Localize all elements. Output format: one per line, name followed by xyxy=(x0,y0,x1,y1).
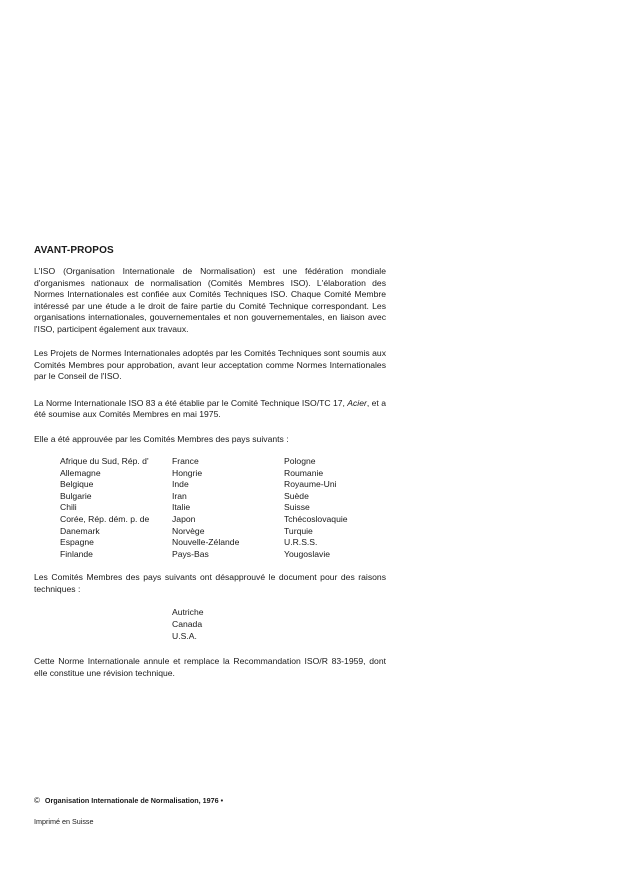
replacement-paragraph: Cette Norme Internationale annule et remplace la Recommandation ISO/R 83-1959, dont elle constitue une révision technique. xyxy=(34,656,386,678)
country-item: U.S.A. xyxy=(172,630,197,641)
country-item: Espagne xyxy=(60,537,94,548)
copyright-symbol: © xyxy=(34,796,40,805)
disapproving-countries-list xyxy=(172,607,386,642)
country-item: Chili xyxy=(60,502,77,513)
origin-text-end: , et a été soumise aux Comités Membres en mai 1975. xyxy=(34,397,386,419)
country-item: Bulgarie xyxy=(60,490,92,501)
country-item: Pays-Bas xyxy=(172,548,209,559)
country-item: France xyxy=(172,456,199,466)
country-item: Allemagne xyxy=(60,467,101,478)
origin-text-start: La Norme Internationale ISO 83 a été établie par le Comité Technique ISO/TC 17, xyxy=(34,397,348,408)
printed-in-text: Imprimé en Suisse xyxy=(34,817,94,826)
standard-origin-paragraph xyxy=(34,398,386,421)
country-item: Norvège xyxy=(172,525,205,536)
country-item: Tchécoslovaquie xyxy=(284,513,348,524)
country-item: Turquie xyxy=(284,525,313,536)
foreword-section xyxy=(34,245,386,679)
copyright-text: Organisation Internationale de Normalisation, 1976 • xyxy=(44,796,224,805)
approving-countries-col-3 xyxy=(284,456,394,560)
approving-countries-list xyxy=(60,456,386,560)
country-item: U.R.S.S. xyxy=(284,537,318,548)
copyright-line xyxy=(34,796,334,805)
country-item: Suède xyxy=(284,490,309,501)
approval-intro-paragraph: Elle a été approuvée par les Comités Membres des pays suivants : xyxy=(34,433,289,444)
country-item: Yougoslavie xyxy=(284,548,331,559)
country-item: Finlande xyxy=(60,548,93,559)
country-item: Hongrie xyxy=(172,467,203,478)
country-item: Autriche xyxy=(172,607,204,618)
foreword-heading: AVANT-PROPOS xyxy=(34,245,114,256)
approving-countries-col-2 xyxy=(172,456,284,560)
country-item: Belgique xyxy=(60,479,94,490)
country-item: Canada xyxy=(172,618,203,629)
country-item: Roumanie xyxy=(284,467,324,478)
approving-countries-col-1 xyxy=(60,456,172,560)
committee-name-italic: Acier xyxy=(347,397,367,408)
iso-intro-paragraph: L'ISO (Organisation Internationale de Normalisation) est une fédération mondiale d'organismes nationaux de normalisation (Comités Membres ISO). L'élaboration des Normes Internationales est confiée aux Comités Techniques ISO. Chaque Comité Membre intéressé par une étude a le droit de faire partie du Comité Technique correspondant. Les organisations internationales, gouvernementales et non gouvernementales, en liaison avec l'ISO, participent également aux travaux. xyxy=(34,266,386,334)
country-item: Royaume-Uni xyxy=(284,479,337,490)
country-item: Japon xyxy=(172,513,196,524)
page-footer xyxy=(34,796,334,826)
country-item: Corée, Rép. dém. p. de xyxy=(60,513,150,524)
draft-standards-paragraph: Les Projets de Normes Internationales adoptés par les Comités Techniques sont soumis aux Comités Membres pour approbation, avant leur acceptation comme Normes Internationales par le Conseil de l'ISO. xyxy=(34,348,386,381)
country-item: Pologne xyxy=(284,456,316,466)
disapproval-intro-paragraph: Les Comités Membres des pays suivants ont désapprouvé le document pour des raisons techniques : xyxy=(34,572,386,594)
country-item: Inde xyxy=(172,479,189,490)
country-item: Nouvelle-Zélande xyxy=(172,537,240,548)
country-item: Suisse xyxy=(284,502,310,513)
country-item: Italie xyxy=(172,502,191,513)
country-item: Danemark xyxy=(60,525,100,536)
country-item: Iran xyxy=(172,490,187,501)
country-item: Afrique du Sud, Rép. d' xyxy=(60,456,149,466)
